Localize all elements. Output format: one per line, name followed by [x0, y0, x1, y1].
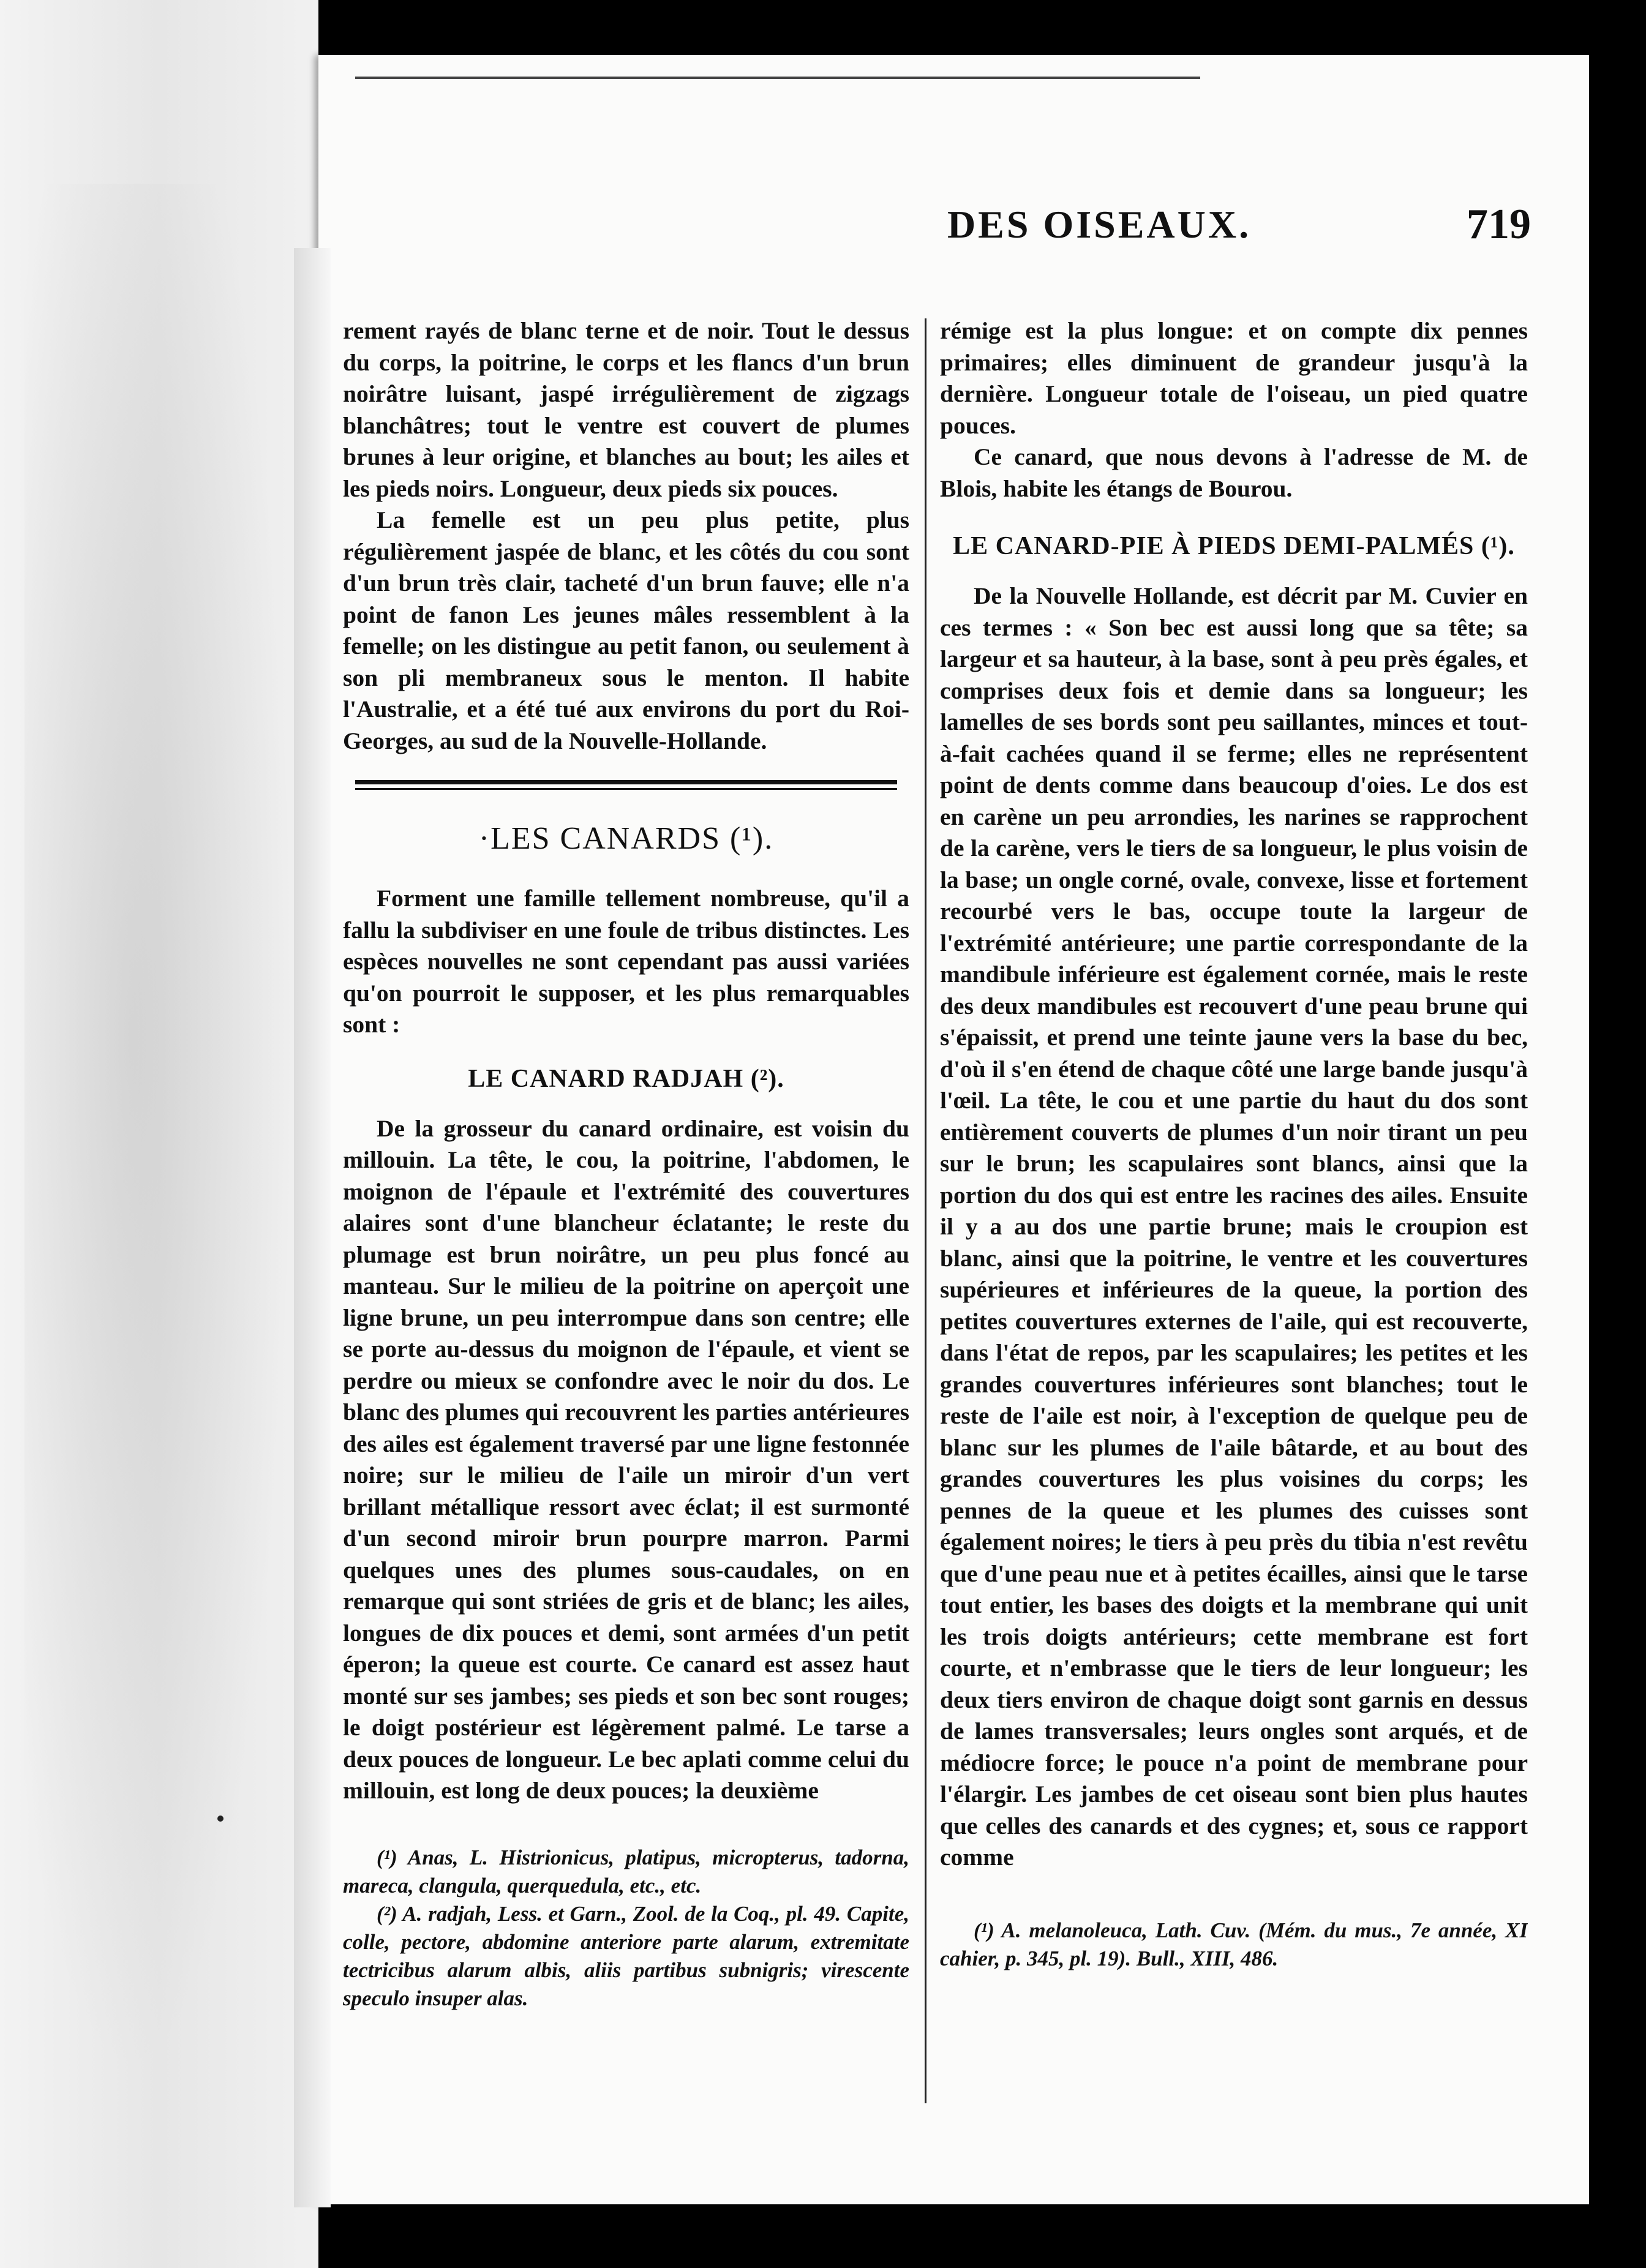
- page-number: 719: [1467, 201, 1531, 248]
- column-divider: [925, 318, 926, 2103]
- paragraph: rement rayés de blanc terne et de noir. Tout le dessus du corps, la poitrine, le corps et les flancs d'un brun noirâtre luisant, jaspé irrégulièrement de zigzags blanchâtres; tout le ventre est couvert de plumes brunes à leur origine, et blanches au bout; les ailes et les pieds noirs. Longueur, deux pieds six pouces.: [343, 317, 909, 502]
- footnote: (¹) A. melanoleuca, Lath. Cuv. (Mém. du mus., 7e année, XI cahier, p. 345, pl. 19). Bull., XIII, 486.: [940, 1918, 1528, 1970]
- top-edge-rule: [355, 77, 1200, 79]
- page-gutter: [294, 248, 331, 2207]
- section-title: ·LES CANARDS (¹).: [478, 821, 774, 856]
- section-title: LE CANARD-PIE À PIEDS DEMI-PALMÉS (¹).: [953, 532, 1515, 560]
- paragraph: La femelle est un peu plus petite, plus régulièrement jaspée de blanc, et les côtés du cou sont d'un brun très clair, tacheté d'un brun fauve; elle n'a point de fanon Les jeunes mâles ressemblent à la femelle; on les distingue au petit fanon, ou seulement à son pli membraneux sous le menton. Il habite l'Australie, et a été tué aux environs du port du Roi-Georges, au sud de la Nouvelle-Hollande.: [343, 506, 909, 754]
- running-head: DES OISEAUX.: [947, 203, 1252, 246]
- footnote: (¹) Anas, L. Histrionicus, platipus, micropterus, tadorna, mareca, clangula, querquedula, etc., etc.: [343, 1845, 909, 1898]
- facing-page-bleed: [24, 184, 294, 2082]
- book-page: [318, 55, 1589, 2204]
- subsection-title: LE CANARD RADJAH (²).: [468, 1064, 784, 1093]
- right-column: [940, 315, 1528, 2201]
- paragraph: rémige est la plus longue: et on compte dix pennes primaires; elles diminuent de grandeur jusqu'à la dernière. Longueur totale de l'oiseau, un pied quatre pouces.: [940, 317, 1528, 439]
- footnote: (²) A. radjah, Less. et Garn., Zool. de la Coq., pl. 49. Capite, colle, pectore, abdomine anteriore parte alarum, extremitate tectricibus alarum albis, aliis partibus subnigris; virescente speculo insuper alas.: [343, 1901, 909, 2010]
- paragraph: Ce canard, que nous devons à l'adresse de M. de Blois, habite les étangs de Bourou.: [940, 443, 1528, 502]
- ink-spot: [217, 1816, 224, 1822]
- paragraph: De la Nouvelle Hollande, est décrit par M. Cuvier en ces termes : « Son bec est aussi long que sa tête; sa largeur et sa hauteur, à la base, sont à peu près égales, et comprises deux fois et demie dans sa longueur; les lamelles de ses bords sont peu saillantes, minces et tout-à-fait cachées quand il se ferme; elles ne représentent point de dents comme dans beaucoup d'oies. Le dos est en carène un peu arrondies, les narines se rapprochent de la carène, vers le tiers de sa longueur, le plus voisin de la base; un ongle corné, ovale, convexe, lisse et fortement recourbé vers le bas, occupe toute la largeur de l'extrémité antérieure; une partie correspondante de la mandibule inférieure est également cornée, mais le reste des deux mandibules est recouvert d'une peau brune qui s'épaissit, et prend une teinte jaune vers la base du bec, d'où il s'en étend de chaque côté une large bande jusqu'à l'œil. La tête, le cou et une partie du haut du dos sont entièrement couverts de plumes d'un noir tirant un peu sur le brun; les scapulaires sont blancs, ainsi que la portion du dos qui est entre les racines des ailes. Ensuite il y a au dos une partie brune; mais le croupion est blanc, ainsi que la poitrine, le ventre et les couvertures supérieures et inférieures de la queue, la portion des petites couvertures externes de l'aile, qui est recouverte, dans l'état de repos, par les scapulaires; les petites et les grandes couvertures inférieures sont blanches; tout le reste de l'aile est noir, à l'exception de quelque peu de blanc sur les plumes de l'aile bâtarde, et au bout des grandes couvertures les plus voisines du corps; les pennes de la queue et les plumes des cuisses sont également noires; le tiers à peu près du tibia n'est revêtu que d'une peau nue et à petites écailles, ainsi que le tarse tout entier, les bases des doigts et la membrane qui unit les trois doigts antérieurs; cette membrane est fort courte, et n'embrasse que le tiers de leur longueur; les deux tiers environ de chaque doigt sont garnis en dessus de lames transversales; leurs ongles sont arqués, et de médiocre force; le pouce n'a point de membrane pour l'élargir. Les jambes de cet oiseau sont bien plus hautes que celles des canards et des cygnes; et, sous ce rapport comme: [940, 582, 1528, 1871]
- left-column: [343, 315, 909, 2201]
- section-rule-thick: [355, 780, 897, 784]
- footnotes: [343, 1844, 909, 2013]
- paragraph: De la grosseur du canard ordinaire, est voisin du millouin. La tête, le cou, la poitrine, l'abdomen, le moignon de l'épaule et l'extrémité des couvertures alaires sont d'une blancheur éclatante; le reste du plumage est brun noirâtre, un peu plus foncé au manteau. Sur le milieu de la poitrine on aperçoit une ligne brune, un peu interrompue dans son centre; elle se porte au-dessus du moignon de l'épaule, et vient se perdre ou mieux se confondre avec le noir du dos. Le blanc des plumes qui recouvrent les parties antérieures des ailes est également traversé par une ligne festonnée noire; sur le milieu de l'aile un miroir d'un vert brillant métallique ressort avec éclat; il est surmonté d'un second miroir brun pourpre marron. Parmi quelques unes des plumes sous-caudales, on en remarque qui sont striées de gris et de blanc; les ailes, longues de dix pouces et demi, sont armées d'un petit éperon; la queue est courte. Ce canard est assez haut monté sur ses jambes; ses pieds et son bec sont rouges; le doigt postérieur est légèrement palmé. Le tarse a deux pouces de longueur. Le bec aplati comme celui du millouin, est long de deux pouces; la deuxième: [343, 1114, 909, 1804]
- section-rule-thin: [355, 788, 897, 790]
- paragraph: Forment une famille tellement nombreuse, qu'il a fallu la subdiviser en une foule de tribus distinctes. Les espèces nouvelles ne sont cependant pas aussi variées qu'on pourroit le supposer, et les plus remarquables sont :: [343, 885, 909, 1038]
- facing-page-edge: [0, 0, 318, 2268]
